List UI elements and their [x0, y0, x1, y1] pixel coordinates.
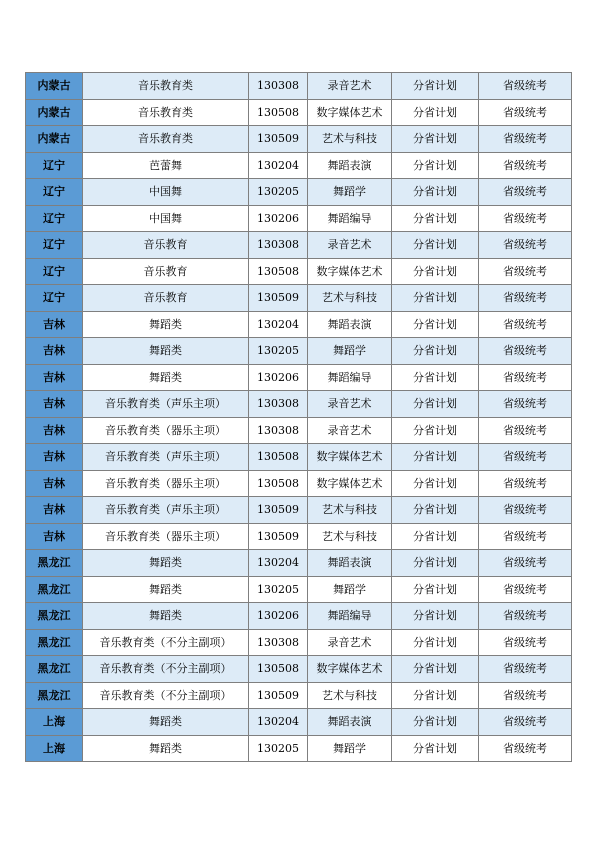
major-name-cell: 舞蹈表演 — [308, 152, 392, 179]
major-name-cell: 艺术与科技 — [308, 523, 392, 550]
plan-type-cell: 分省计划 — [392, 682, 479, 709]
table-row — [26, 258, 572, 285]
province-cell: 上海 — [26, 735, 83, 762]
major-name-cell: 艺术与科技 — [308, 126, 392, 153]
exam-type-cell: 省级统考 — [479, 735, 572, 762]
major-name-cell: 录音艺术 — [308, 629, 392, 656]
exam-type-cell: 省级统考 — [479, 232, 572, 259]
category-cell: 音乐教育类 — [83, 126, 249, 153]
major-name-cell: 艺术与科技 — [308, 285, 392, 312]
exam-type-cell: 省级统考 — [479, 550, 572, 577]
province-cell: 吉林 — [26, 364, 83, 391]
exam-type-cell: 省级统考 — [479, 126, 572, 153]
major-code-cell: 130205 — [249, 735, 308, 762]
category-cell: 音乐教育类 — [83, 73, 249, 100]
table-row — [26, 311, 572, 338]
category-cell: 舞蹈类 — [83, 338, 249, 365]
province-cell: 辽宁 — [26, 232, 83, 259]
plan-type-cell: 分省计划 — [392, 629, 479, 656]
exam-type-cell: 省级统考 — [479, 99, 572, 126]
major-name-cell: 舞蹈表演 — [308, 709, 392, 736]
exam-type-cell: 省级统考 — [479, 391, 572, 418]
major-name-cell: 数字媒体艺术 — [308, 656, 392, 683]
major-name-cell: 数字媒体艺术 — [308, 258, 392, 285]
category-cell: 中国舞 — [83, 205, 249, 232]
table-row — [26, 523, 572, 550]
admissions-table — [25, 72, 572, 762]
major-code-cell: 130204 — [249, 152, 308, 179]
plan-type-cell: 分省计划 — [392, 285, 479, 312]
table-row — [26, 735, 572, 762]
category-cell: 舞蹈类 — [83, 709, 249, 736]
exam-type-cell: 省级统考 — [479, 709, 572, 736]
table-row — [26, 391, 572, 418]
major-name-cell: 录音艺术 — [308, 391, 392, 418]
table-row — [26, 179, 572, 206]
province-cell: 吉林 — [26, 444, 83, 471]
exam-type-cell: 省级统考 — [479, 444, 572, 471]
plan-type-cell: 分省计划 — [392, 417, 479, 444]
plan-type-cell: 分省计划 — [392, 232, 479, 259]
major-code-cell: 130308 — [249, 417, 308, 444]
major-code-cell: 130508 — [249, 258, 308, 285]
major-name-cell: 舞蹈学 — [308, 179, 392, 206]
plan-type-cell: 分省计划 — [392, 126, 479, 153]
exam-type-cell: 省级统考 — [479, 629, 572, 656]
province-cell: 吉林 — [26, 523, 83, 550]
major-name-cell: 艺术与科技 — [308, 497, 392, 524]
table-row — [26, 285, 572, 312]
category-cell: 芭蕾舞 — [83, 152, 249, 179]
province-cell: 吉林 — [26, 497, 83, 524]
category-cell: 舞蹈类 — [83, 603, 249, 630]
plan-type-cell: 分省计划 — [392, 179, 479, 206]
category-cell: 舞蹈类 — [83, 364, 249, 391]
major-name-cell: 录音艺术 — [308, 232, 392, 259]
province-cell: 黑龙江 — [26, 656, 83, 683]
province-cell: 黑龙江 — [26, 576, 83, 603]
exam-type-cell: 省级统考 — [479, 73, 572, 100]
major-code-cell: 130308 — [249, 232, 308, 259]
province-cell: 黑龙江 — [26, 629, 83, 656]
category-cell: 音乐教育类 — [83, 99, 249, 126]
exam-type-cell: 省级统考 — [479, 205, 572, 232]
category-cell: 音乐教育类（器乐主项） — [83, 470, 249, 497]
plan-type-cell: 分省计划 — [392, 497, 479, 524]
category-cell: 音乐教育类（不分主副项） — [83, 629, 249, 656]
major-name-cell: 录音艺术 — [308, 73, 392, 100]
major-name-cell: 舞蹈编导 — [308, 205, 392, 232]
table-row — [26, 232, 572, 259]
major-name-cell: 数字媒体艺术 — [308, 470, 392, 497]
major-name-cell: 艺术与科技 — [308, 682, 392, 709]
major-code-cell: 130204 — [249, 709, 308, 736]
major-name-cell: 数字媒体艺术 — [308, 444, 392, 471]
plan-type-cell: 分省计划 — [392, 709, 479, 736]
exam-type-cell: 省级统考 — [479, 523, 572, 550]
province-cell: 吉林 — [26, 338, 83, 365]
major-name-cell: 舞蹈编导 — [308, 364, 392, 391]
exam-type-cell: 省级统考 — [479, 152, 572, 179]
province-cell: 辽宁 — [26, 179, 83, 206]
plan-type-cell: 分省计划 — [392, 99, 479, 126]
province-cell: 黑龙江 — [26, 550, 83, 577]
category-cell: 舞蹈类 — [83, 550, 249, 577]
category-cell: 音乐教育类（声乐主项） — [83, 497, 249, 524]
table-row — [26, 126, 572, 153]
major-name-cell: 舞蹈表演 — [308, 311, 392, 338]
major-code-cell: 130205 — [249, 179, 308, 206]
major-code-cell: 130308 — [249, 391, 308, 418]
province-cell: 吉林 — [26, 391, 83, 418]
major-code-cell: 130508 — [249, 444, 308, 471]
plan-type-cell: 分省计划 — [392, 576, 479, 603]
major-name-cell: 舞蹈学 — [308, 338, 392, 365]
table-row — [26, 682, 572, 709]
province-cell: 黑龙江 — [26, 682, 83, 709]
table-row — [26, 497, 572, 524]
major-code-cell: 130206 — [249, 205, 308, 232]
plan-type-cell: 分省计划 — [392, 444, 479, 471]
plan-type-cell: 分省计划 — [392, 523, 479, 550]
table-row — [26, 364, 572, 391]
exam-type-cell: 省级统考 — [479, 656, 572, 683]
province-cell: 吉林 — [26, 311, 83, 338]
province-cell: 内蒙古 — [26, 73, 83, 100]
major-code-cell: 130508 — [249, 470, 308, 497]
table-row — [26, 338, 572, 365]
plan-type-cell: 分省计划 — [392, 735, 479, 762]
exam-type-cell: 省级统考 — [479, 258, 572, 285]
major-code-cell: 130204 — [249, 311, 308, 338]
plan-type-cell: 分省计划 — [392, 550, 479, 577]
exam-type-cell: 省级统考 — [479, 497, 572, 524]
category-cell: 音乐教育类（器乐主项） — [83, 417, 249, 444]
plan-type-cell: 分省计划 — [392, 656, 479, 683]
exam-type-cell: 省级统考 — [479, 364, 572, 391]
exam-type-cell: 省级统考 — [479, 603, 572, 630]
major-code-cell: 130206 — [249, 603, 308, 630]
plan-type-cell: 分省计划 — [392, 311, 479, 338]
plan-type-cell: 分省计划 — [392, 391, 479, 418]
plan-type-cell: 分省计划 — [392, 258, 479, 285]
major-code-cell: 130205 — [249, 338, 308, 365]
exam-type-cell: 省级统考 — [479, 285, 572, 312]
major-name-cell: 舞蹈表演 — [308, 550, 392, 577]
table-row — [26, 205, 572, 232]
category-cell: 音乐教育 — [83, 258, 249, 285]
category-cell: 中国舞 — [83, 179, 249, 206]
major-code-cell: 130204 — [249, 550, 308, 577]
exam-type-cell: 省级统考 — [479, 338, 572, 365]
province-cell: 辽宁 — [26, 205, 83, 232]
plan-type-cell: 分省计划 — [392, 603, 479, 630]
major-code-cell: 130509 — [249, 497, 308, 524]
table-row — [26, 629, 572, 656]
major-name-cell: 数字媒体艺术 — [308, 99, 392, 126]
plan-type-cell: 分省计划 — [392, 364, 479, 391]
category-cell: 音乐教育类（声乐主项） — [83, 444, 249, 471]
plan-type-cell: 分省计划 — [392, 338, 479, 365]
table-row — [26, 576, 572, 603]
major-code-cell: 130508 — [249, 99, 308, 126]
table-row — [26, 656, 572, 683]
exam-type-cell: 省级统考 — [479, 576, 572, 603]
category-cell: 音乐教育类（不分主副项） — [83, 682, 249, 709]
table-row — [26, 73, 572, 100]
exam-type-cell: 省级统考 — [479, 417, 572, 444]
category-cell: 音乐教育 — [83, 232, 249, 259]
major-code-cell: 130509 — [249, 682, 308, 709]
province-cell: 辽宁 — [26, 285, 83, 312]
major-name-cell: 舞蹈学 — [308, 735, 392, 762]
plan-type-cell: 分省计划 — [392, 152, 479, 179]
exam-type-cell: 省级统考 — [479, 682, 572, 709]
table-row — [26, 99, 572, 126]
table-row — [26, 470, 572, 497]
major-name-cell: 舞蹈编导 — [308, 603, 392, 630]
major-code-cell: 130508 — [249, 656, 308, 683]
category-cell: 舞蹈类 — [83, 735, 249, 762]
table-row — [26, 709, 572, 736]
table-row — [26, 603, 572, 630]
category-cell: 舞蹈类 — [83, 576, 249, 603]
major-name-cell: 舞蹈学 — [308, 576, 392, 603]
major-code-cell: 130509 — [249, 126, 308, 153]
major-code-cell: 130308 — [249, 629, 308, 656]
exam-type-cell: 省级统考 — [479, 470, 572, 497]
major-code-cell: 130509 — [249, 523, 308, 550]
category-cell: 音乐教育 — [83, 285, 249, 312]
province-cell: 吉林 — [26, 417, 83, 444]
exam-type-cell: 省级统考 — [479, 179, 572, 206]
province-cell: 内蒙古 — [26, 126, 83, 153]
plan-type-cell: 分省计划 — [392, 205, 479, 232]
category-cell: 舞蹈类 — [83, 311, 249, 338]
province-cell: 吉林 — [26, 470, 83, 497]
major-code-cell: 130205 — [249, 576, 308, 603]
major-code-cell: 130509 — [249, 285, 308, 312]
province-cell: 辽宁 — [26, 258, 83, 285]
table-row — [26, 417, 572, 444]
category-cell: 音乐教育类（不分主副项） — [83, 656, 249, 683]
table-row — [26, 550, 572, 577]
province-cell: 上海 — [26, 709, 83, 736]
category-cell: 音乐教育类（声乐主项） — [83, 391, 249, 418]
plan-type-cell: 分省计划 — [392, 73, 479, 100]
major-code-cell: 130206 — [249, 364, 308, 391]
plan-type-cell: 分省计划 — [392, 470, 479, 497]
category-cell: 音乐教育类（器乐主项） — [83, 523, 249, 550]
major-code-cell: 130308 — [249, 73, 308, 100]
major-name-cell: 录音艺术 — [308, 417, 392, 444]
table-row — [26, 152, 572, 179]
province-cell: 内蒙古 — [26, 99, 83, 126]
province-cell: 辽宁 — [26, 152, 83, 179]
province-cell: 黑龙江 — [26, 603, 83, 630]
table-row — [26, 444, 572, 471]
exam-type-cell: 省级统考 — [479, 311, 572, 338]
